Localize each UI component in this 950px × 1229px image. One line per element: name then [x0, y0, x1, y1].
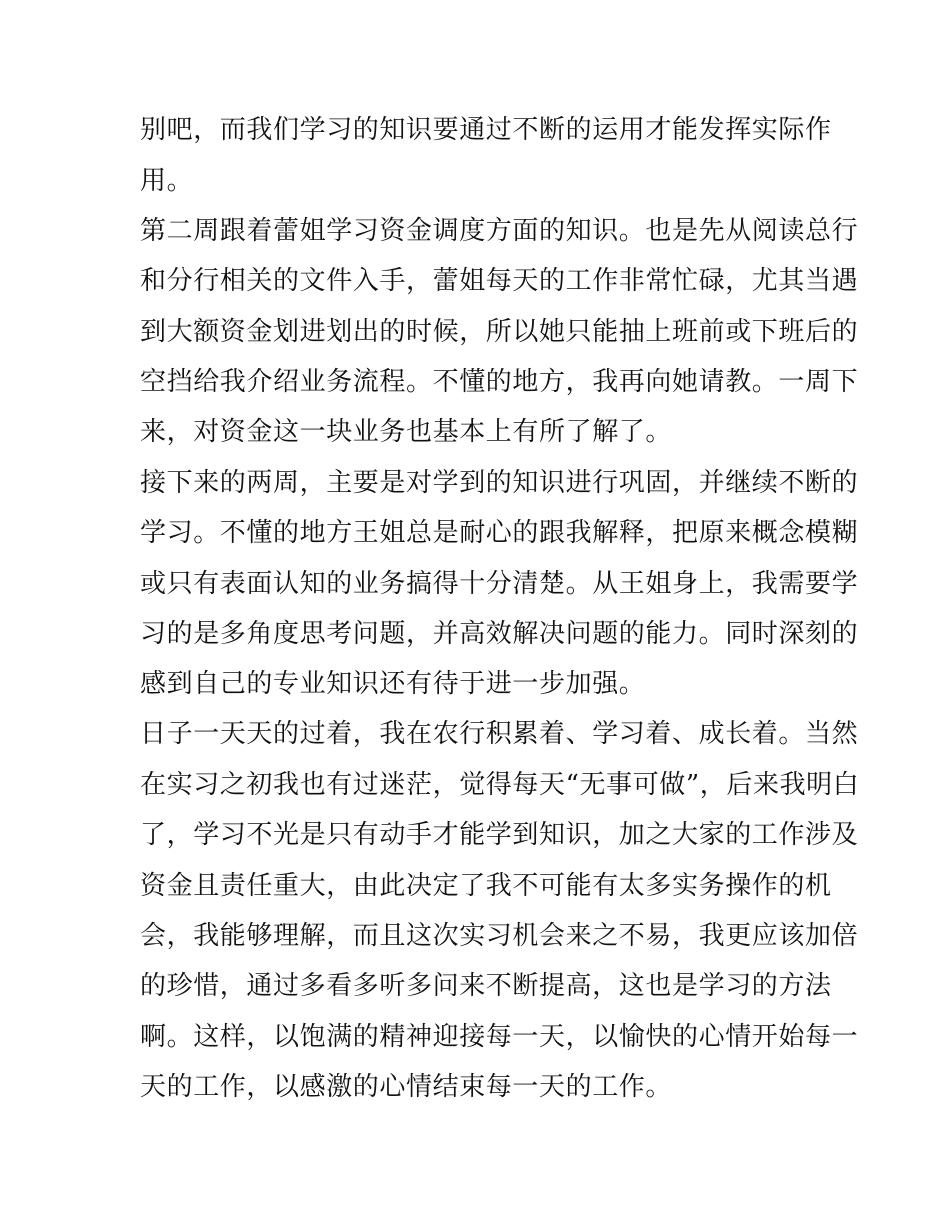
text-line: 天的工作，以感激的心情结束每一天的工作。 — [140, 1072, 673, 1102]
text-line: 来，对资金这一块业务也基本上有所了解了。 — [140, 417, 673, 447]
text-line: 在实习之初我也有过迷茫，觉得每天“无事可做”，后来我明白 — [140, 770, 860, 800]
text-line: 接下来的两周，主要是对学到的知识进行巩固，并继续不断的 — [140, 468, 859, 498]
text-line: 空挡给我介绍业务流程。不懂的地方，我再向她请教。一周下 — [140, 367, 859, 397]
text-line: 用。 — [140, 166, 194, 196]
text-line: 了，学习不光是只有动手才能学到知识，加之大家的工作涉及 — [140, 820, 859, 850]
text-line: 和分行相关的文件入手，蕾姐每天的工作非常忙碌，尤其当遇 — [140, 266, 859, 296]
text-line: 会，我能够理解，而且这次实习机会来之不易，我更应该加倍 — [140, 921, 859, 951]
text-line: 第二周跟着蕾姐学习资金调度方面的知识。也是先从阅读总行 — [140, 216, 859, 246]
text-line: 的珍惜，通过多看多听多问来不断提高，这也是学习的方法 — [140, 971, 832, 1001]
text-line: 或只有表面认知的业务搞得十分清楚。从王姐身上，我需要学 — [140, 569, 859, 599]
text-line: 习的是多角度思考问题，并高效解决问题的能力。同时深刻的 — [140, 619, 859, 649]
text-line: 到大额资金划进划出的时候，所以她只能抽上班前或下班后的 — [140, 317, 859, 347]
text-line: 学习。不懂的地方王姐总是耐心的跟我解释，把原来概念模糊 — [140, 518, 859, 548]
text-line: 别吧，而我们学习的知识要通过不断的运用才能发挥实际作 — [140, 115, 832, 145]
text-line: 感到自己的专业知识还有待于进一步加强。 — [140, 669, 646, 699]
text-line: 资金且责任重大，由此决定了我不可能有太多实务操作的机 — [140, 871, 832, 901]
text-line: 日子一天天的过着，我在农行积累着、学习着、成长着。当然 — [140, 719, 859, 749]
text-line: 啊。这样，以饱满的精神迎接每一天，以愉快的心情开始每一 — [140, 1022, 859, 1052]
